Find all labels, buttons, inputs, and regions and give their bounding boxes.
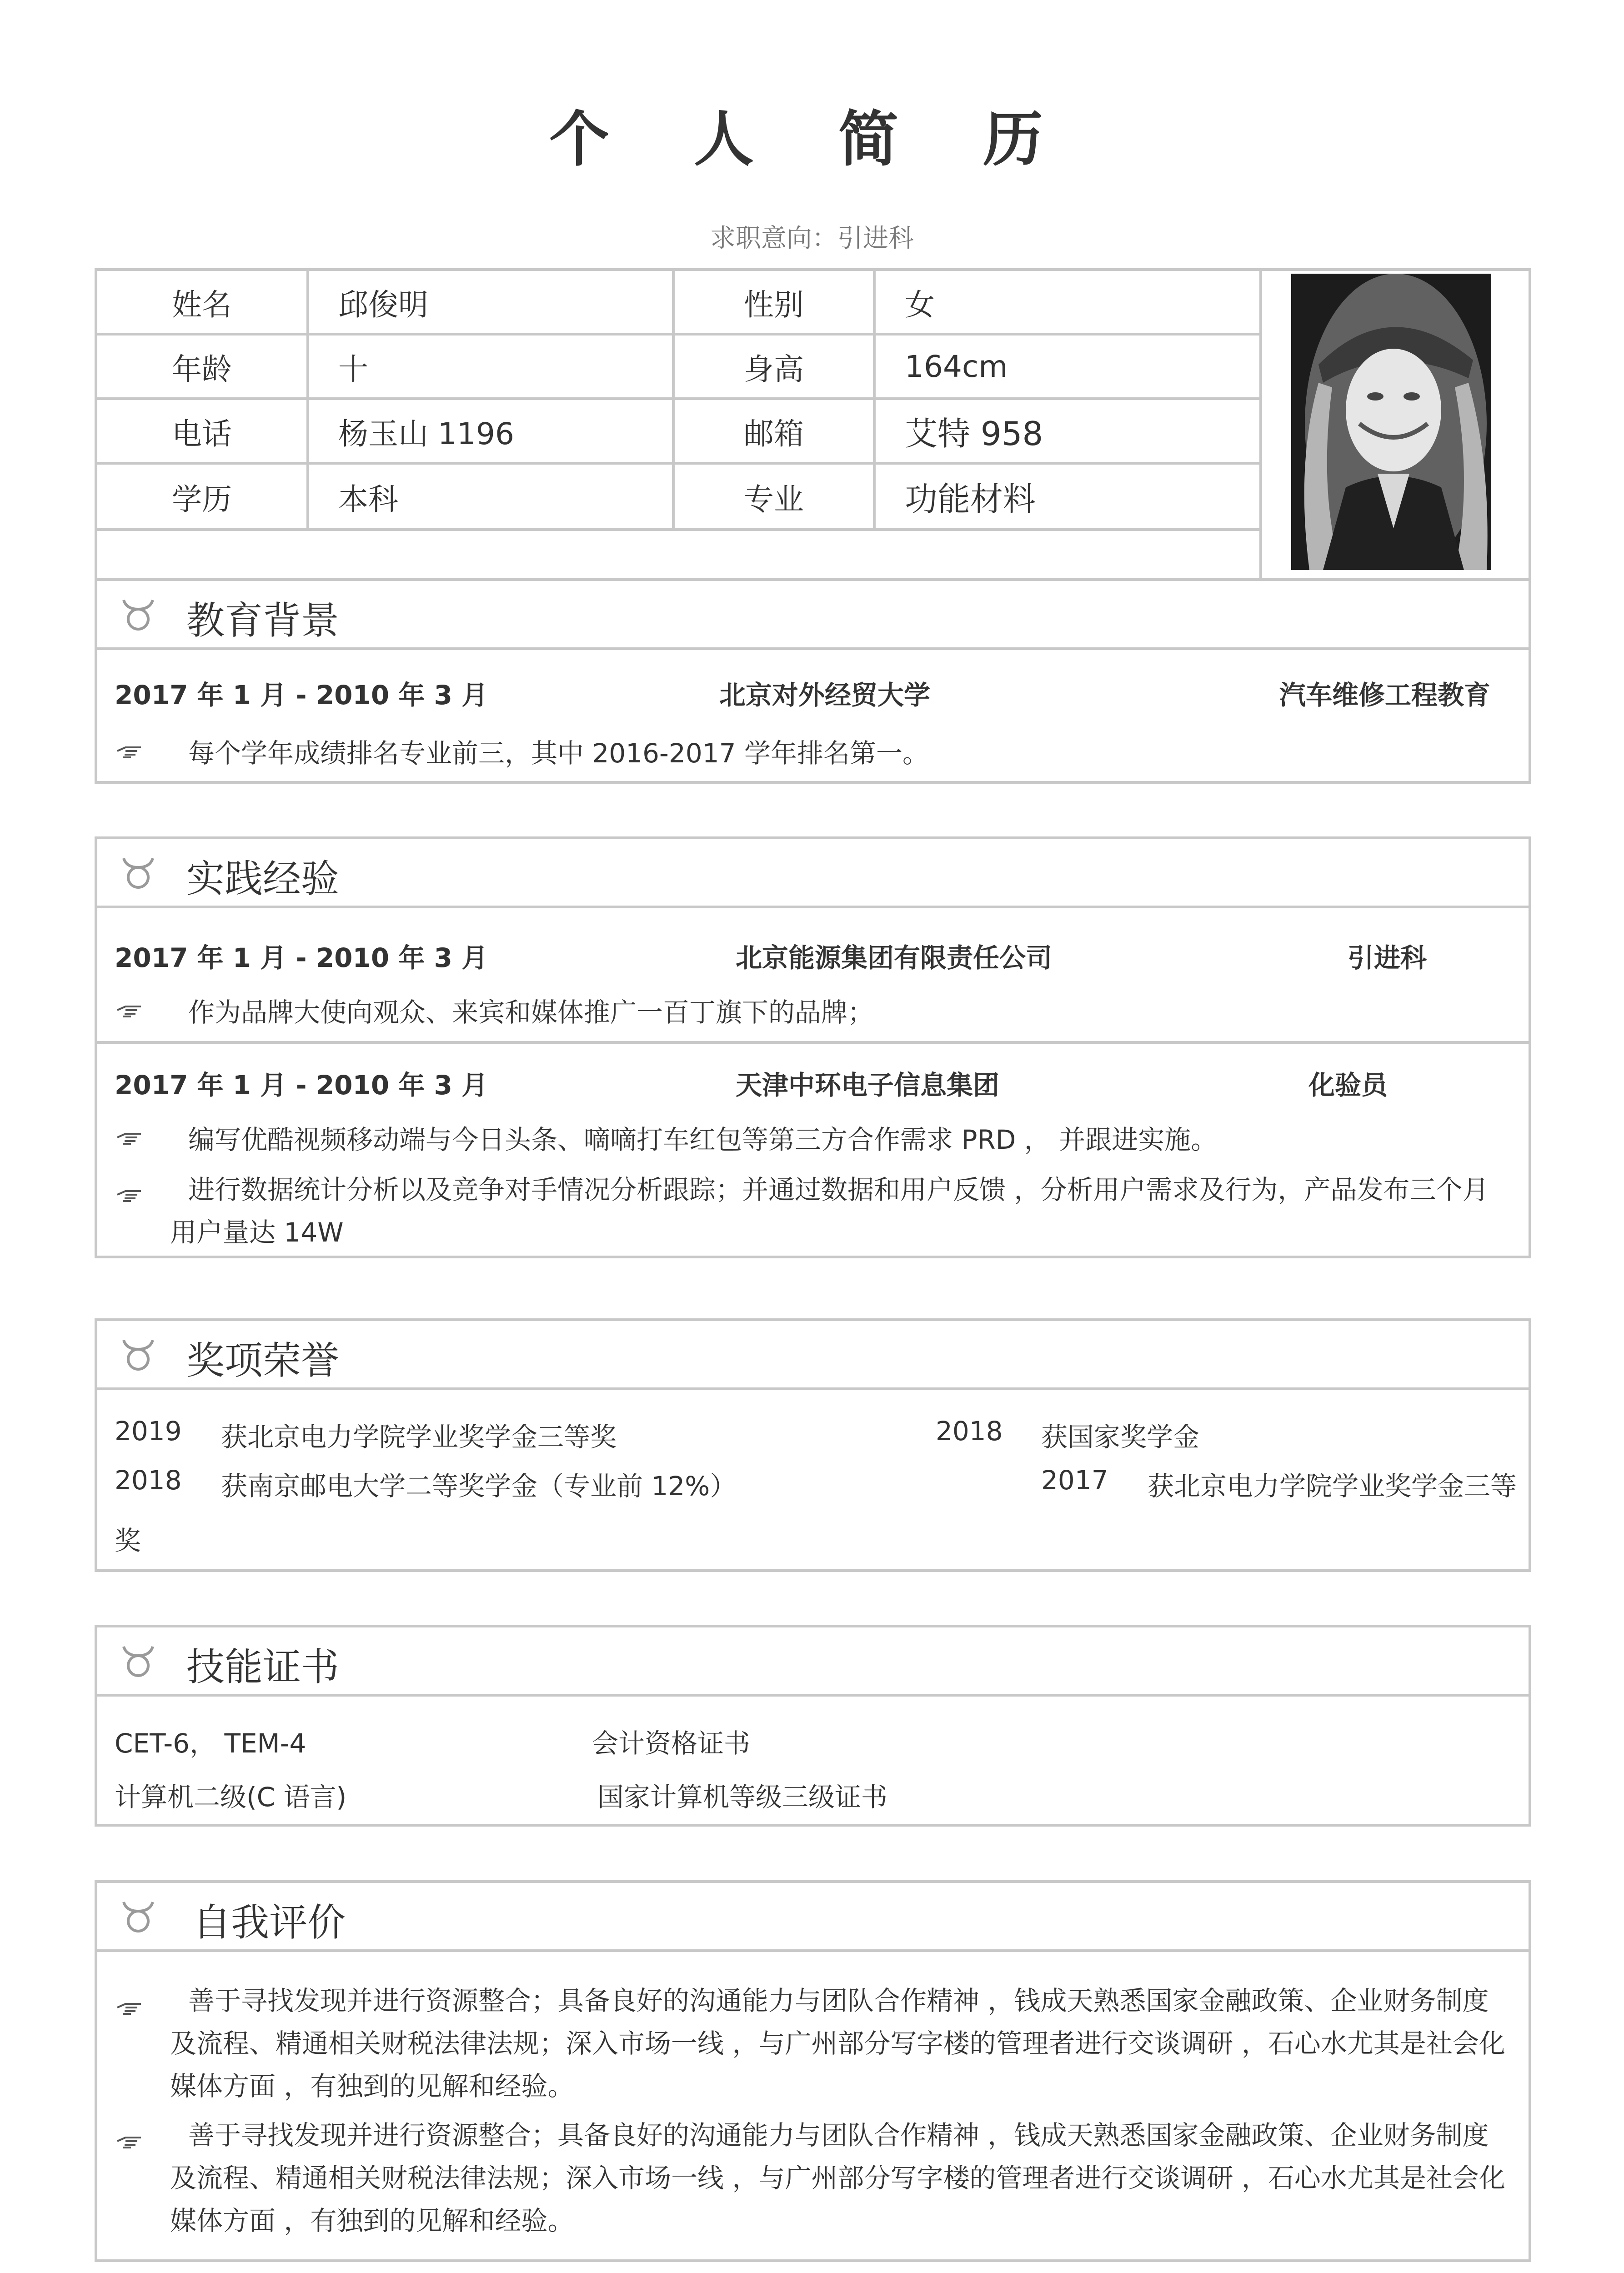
section-header — [97, 581, 1529, 650]
award-2-year: 2018 — [936, 1416, 1003, 1447]
job1-role: 引进科 — [1348, 942, 1427, 973]
label-education: 学历 — [95, 462, 309, 531]
label-email: 邮箱 — [672, 397, 876, 465]
edu-school: 北京对外经贸大学 — [719, 680, 931, 711]
job1-date: 2017 年 1 月 - 2010 年 3 月 — [115, 942, 488, 973]
label-gender: 性别 — [672, 268, 876, 335]
section-awards — [95, 1318, 1531, 1572]
award-1-text: 获北京电力学院学业奖学金三等奖 — [221, 1422, 617, 1452]
section-title: 实践经验 — [186, 856, 340, 901]
award-3-year: 2018 — [115, 1465, 182, 1496]
pointing-hand-icon — [115, 1000, 145, 1018]
job1-company: 北京能源集团有限责任公司 — [736, 942, 1053, 973]
edu-major: 汽车维修工程教育 — [1279, 680, 1491, 711]
job2-bullet-2: 进行数据统计分析以及竞争对手情况分析跟踪；并通过数据和用户反馈 ，分析用户需求及行为，产品发布三个月用户量达 14W — [170, 1174, 1489, 1248]
value-age: 十 — [306, 333, 675, 400]
section-header — [97, 839, 1529, 908]
taurus-icon — [120, 596, 156, 633]
taurus-icon — [120, 1898, 156, 1935]
taurus-icon — [120, 1643, 156, 1679]
self-eval-paragraph-1: 善于寻找发现并进行资源整合；具备良好的沟通能力与团队合作精神 ，钱成天熟悉国家金融政策、企业财务制度及流程、精通相关财税法律法规；深入市场一线 ，与广州部分写字楼的管理者进行交谈调研 ，石心水尤其是社会化媒体方面 ，有独到的见解和经验。 — [170, 1985, 1505, 2102]
award-4-text: 获北京电力学院学业奖学金三等 — [1148, 1471, 1517, 1502]
job-intent — [0, 218, 1624, 255]
pointing-hand-icon — [115, 1127, 145, 1146]
award-3-text: 获南京邮电大学二等奖学金（专业前 12%） — [221, 1471, 737, 1502]
label-phone: 电话 — [95, 397, 309, 465]
pointing-hand-icon — [115, 1185, 145, 1203]
section-title: 自我评价 — [193, 1900, 346, 1945]
job2-bullet-1: 编写优酷视频移动端与今日头条、嘀嘀打车红包等第三方合作需求 PRD ， 并跟进实施。 — [188, 1124, 1218, 1155]
section-practice — [95, 836, 1531, 1258]
edu-bullet: 每个学年成绩排名专业前三，其中 2016-2017 学年排名第一。 — [188, 738, 929, 769]
label-height: 身高 — [672, 333, 876, 400]
job2-role: 化验员 — [1308, 1070, 1388, 1101]
taurus-icon — [120, 1337, 156, 1373]
skill-1: CET-6， TEM-4 — [115, 1728, 306, 1759]
pointing-hand-icon — [115, 2131, 145, 2149]
section-skills — [95, 1625, 1531, 1827]
taurus-icon — [120, 855, 156, 891]
award-1-year: 2019 — [115, 1416, 182, 1447]
skill-4: 国家计算机等级三级证书 — [597, 1782, 888, 1812]
value-height: 164cm — [873, 333, 1262, 400]
label-major: 专业 — [672, 462, 876, 531]
skill-2: 会计资格证书 — [592, 1728, 751, 1759]
section-header — [97, 1627, 1529, 1697]
section-header — [97, 1321, 1529, 1390]
edu-date: 2017 年 1 月 - 2010 年 3 月 — [115, 680, 488, 711]
label-name: 姓名 — [95, 268, 309, 335]
value-major: 功能材料 — [873, 462, 1262, 531]
job-intent-label: 求职意向： — [710, 224, 837, 253]
resume-title: 个 人 简 历 — [549, 105, 1075, 175]
section-self-evaluation — [95, 1880, 1531, 2262]
label-age: 年龄 — [95, 333, 309, 400]
section-education — [95, 578, 1531, 784]
skill-3: 计算机二级(C 语言) — [115, 1782, 347, 1812]
section-title: 教育背景 — [186, 598, 340, 643]
award-4-year: 2017 — [1041, 1465, 1108, 1496]
pointing-hand-icon — [115, 1998, 145, 2016]
job2-company: 天津中环电子信息集团 — [736, 1070, 1000, 1101]
value-gender: 女 — [873, 268, 1262, 335]
pointing-hand-icon — [115, 741, 145, 759]
section-header — [97, 1883, 1529, 1952]
award-2-text: 获国家奖学金 — [1041, 1422, 1200, 1452]
value-phone: 杨玉山 1196 — [306, 397, 675, 465]
award-4-overflow: 奖 — [115, 1525, 141, 1556]
section-title: 奖项荣誉 — [186, 1338, 340, 1383]
section-title: 技能证书 — [186, 1645, 340, 1689]
value-name: 邱俊明 — [306, 268, 675, 335]
value-email: 艾特 958 — [873, 397, 1262, 465]
job1-bullet: 作为品牌大使向观众、来宾和媒体推广一百丁旗下的品牌； — [188, 997, 874, 1028]
value-education: 本科 — [306, 462, 675, 531]
job2-date: 2017 年 1 月 - 2010 年 3 月 — [115, 1070, 488, 1101]
profile-photo — [1291, 274, 1491, 570]
entry-divider — [97, 1041, 1529, 1044]
self-eval-paragraph-2: 善于寻找发现并进行资源整合；具备良好的沟通能力与团队合作精神 ，钱成天熟悉国家金融政策、企业财务制度及流程、精通相关财税法律法规；深入市场一线 ，与广州部分写字楼的管理者进行交谈调研 ，石心水尤其是社会化媒体方面 ，有独到的见解和经验。 — [170, 2120, 1505, 2236]
job-intent-value: 引进科 — [837, 224, 914, 253]
